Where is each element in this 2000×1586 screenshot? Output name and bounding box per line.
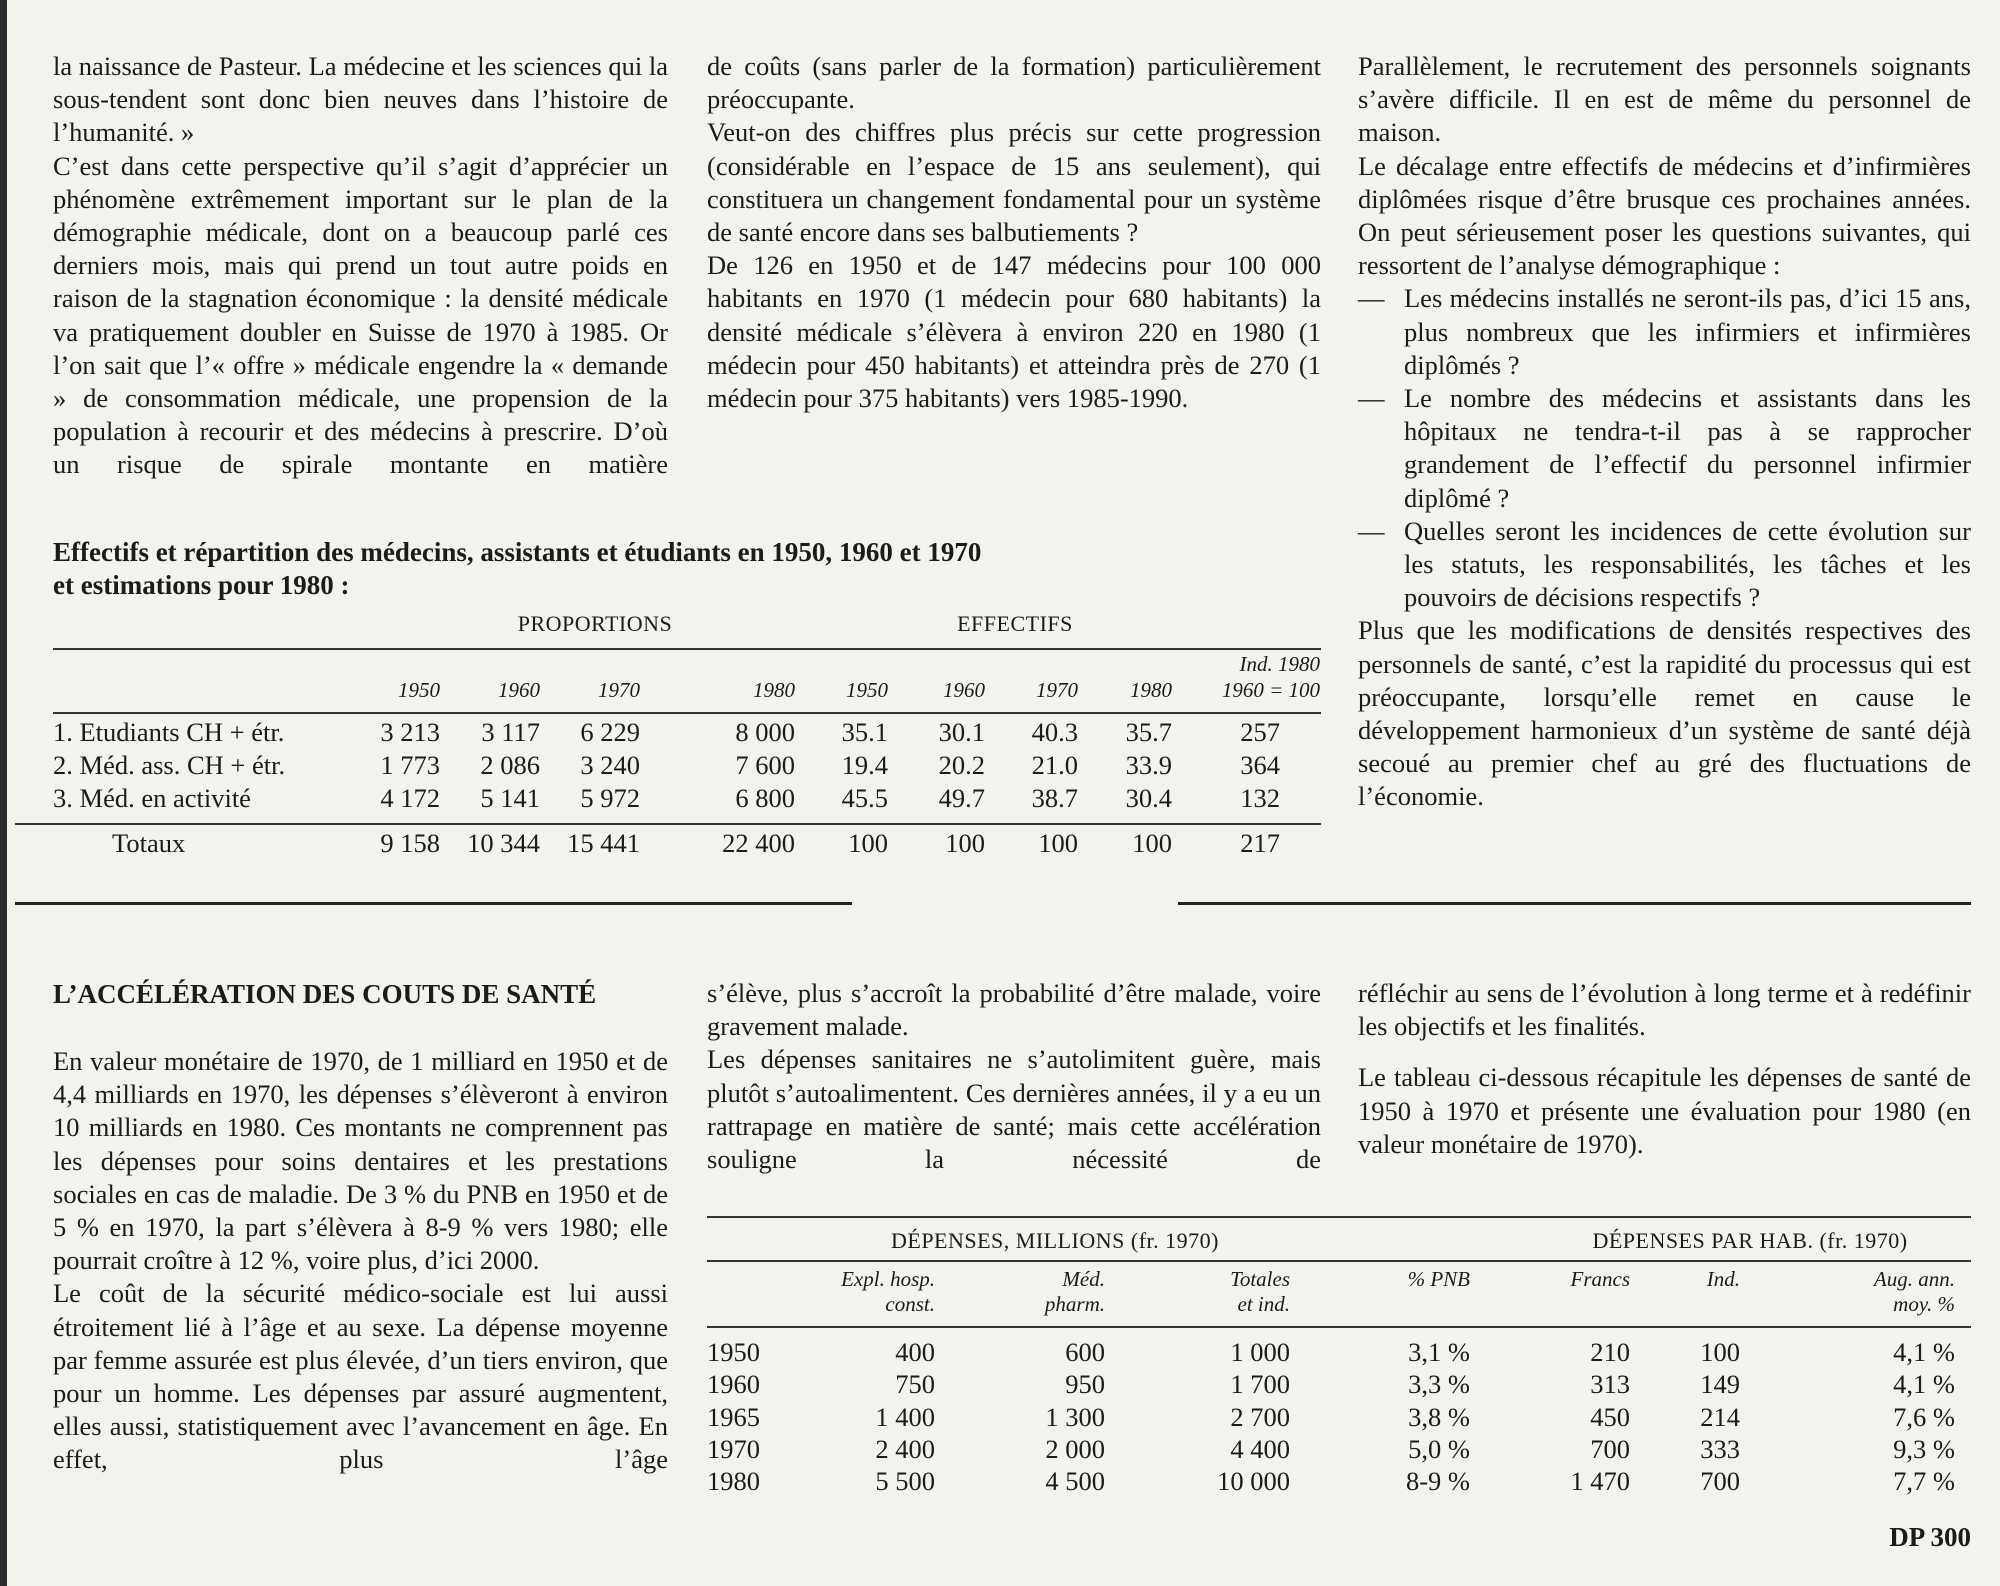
section-divider-left	[15, 902, 852, 905]
table1-index-header: 1960 = 100	[1221, 678, 1320, 702]
table2-cell: 313	[1590, 1369, 1630, 1400]
paragraph: la naissance de Pasteur. La médecine et les sciences qui la sous-tendent sont donc bien neuves dans l’histoire de l’humanité. »	[53, 51, 668, 148]
table2-cell: 9,3 %	[1893, 1433, 1955, 1464]
table1-cell: 7 600	[735, 750, 795, 780]
table1-cell: 45.5	[841, 783, 888, 813]
table2-cell: 4 400	[1230, 1433, 1290, 1464]
table1-cell: 35.7	[1125, 717, 1172, 747]
table2-cell: 4 500	[1045, 1466, 1105, 1497]
table2-cell: 3,3 %	[1408, 1369, 1470, 1400]
table2-cell: 3,1 %	[1408, 1337, 1470, 1367]
table2-column-header: Méd.	[1062, 1267, 1105, 1291]
table1-cell: 35.1	[841, 717, 888, 747]
table2-column-header: const.	[885, 1292, 935, 1316]
table1-cell: 20.2	[938, 750, 985, 780]
table1-title	[53, 536, 1153, 602]
paragraph: Le tableau ci-dessous récapitule les dépenses de santé de 1950 à 1970 et présente une évaluation pour 1980 (en valeur monétaire de 1970).	[1358, 1062, 1971, 1159]
table1-cell: 132	[1240, 783, 1280, 813]
table2-cell: 100	[1700, 1337, 1740, 1367]
table1-cell: 30.4	[1125, 783, 1172, 813]
table2-column-header: pharm.	[1044, 1292, 1105, 1316]
table2-cell: 600	[1065, 1337, 1105, 1367]
table2-cell: 4,1 %	[1893, 1337, 1955, 1367]
bottom-column-2	[707, 977, 1321, 1176]
table1-cell: 9 158	[380, 828, 440, 858]
table2-cell: 333	[1700, 1433, 1740, 1464]
table1-cell: 22 400	[722, 828, 795, 858]
table2-column-header: Expl. hosp.	[841, 1267, 935, 1291]
table2-cell: 1 400	[875, 1401, 935, 1432]
scan-edge	[0, 0, 7, 1586]
table2-column-header: Totales	[1230, 1267, 1290, 1291]
table2-year: 1960	[707, 1369, 760, 1400]
top-column-2	[707, 50, 1321, 415]
table2-cell: 5,0 %	[1408, 1433, 1470, 1464]
table1-cell: 100	[848, 828, 888, 858]
table2-cell: 5 500	[875, 1466, 935, 1497]
table2-year: 1950	[707, 1337, 760, 1367]
question-item: — Les médecins installés ne seront-ils pas, d’ici 15 ans, plus nombreux que les infirmiers et infirmières diplômés ?	[1358, 282, 1971, 382]
table2-cell: 214	[1700, 1401, 1740, 1432]
table1-cell: 217	[1240, 828, 1280, 858]
paragraph: C’est dans cette perspective qu’il s’agit d’apprécier un phénomène extrêmement important sur le plan de la démographie médicale, dont on a beaucoup parlé ces derniers mois, mais qui prend un tout autre poids en raison de la stagnation économique : la densité médicale va pratiquement doubler en Suisse de 1970 à 1985. Or l’on sait que l’« offre » médicale engendre la « demande » de consommation médicale, une propension de la population à recourir et des médecins à prescrire. D’où un risque de spirale montante en matière	[53, 150, 668, 480]
table2-cell: 210	[1590, 1337, 1630, 1367]
table1-year-header: 1980	[753, 678, 795, 702]
table1-cell: 8 000	[735, 717, 795, 747]
table1-year-header: 1950	[846, 678, 888, 702]
table2-cell: 2 000	[1045, 1433, 1105, 1464]
table1-cell: 15 441	[567, 828, 640, 858]
table2-column-header: moy. %	[1893, 1292, 1955, 1316]
table1-cell: 4 172	[380, 783, 440, 813]
table2-cell: 10 000	[1217, 1466, 1290, 1497]
table2-cell: 450	[1590, 1401, 1630, 1432]
paragraph: Plus que les modifications de densités respectives des personnels de santé, c’est la rapidité du processus qui est préoccupante, lorsqu’elle remet en cause le développement harmonieux d’un système de santé déjà secoué au premier chef au gré des fluctuations de l’économie.	[1358, 615, 1971, 812]
table1-cell: 3 117	[481, 717, 540, 747]
table2-column-header: Ind.	[1706, 1267, 1740, 1291]
table2-year: 1980	[707, 1466, 760, 1497]
table2-cell: 7,7 %	[1893, 1466, 1955, 1497]
table2-cell: 1 470	[1570, 1466, 1630, 1497]
paragraph: Parallèlement, le recrutement des personnels soignants s’avère difficile. Il en est de même du personnel de maison.	[1358, 51, 1971, 148]
table1-year-header: 1960	[498, 678, 540, 702]
bottom-column-3	[1358, 977, 1971, 1161]
table1-cell: 100	[1132, 828, 1172, 858]
table2-cell: 8-9 %	[1405, 1466, 1470, 1497]
table1-header-rule	[53, 712, 1321, 714]
paragraph: réfléchir au sens de l’évolution à long terme et à redéfinir les objectifs et les finalités.	[1358, 978, 1971, 1042]
table1-cell: 10 344	[467, 828, 540, 858]
table1-cell: 30.1	[938, 717, 985, 747]
question-item: — Quelles seront les incidences de cette évolution sur les statuts, les responsabilités, les tâches et les pouvoirs de décisions respectifs ?	[1358, 515, 1971, 615]
table1-cell: 21.0	[1031, 750, 1078, 780]
table1-title-line2: et estimations pour 1980 :	[53, 570, 350, 600]
table2-cell: 1 700	[1230, 1369, 1290, 1400]
table1-cell: 33.9	[1125, 750, 1172, 780]
table1-total-rule	[15, 823, 1321, 825]
table1-cell: 364	[1240, 750, 1280, 780]
table1-cell: 5 141	[480, 783, 540, 813]
table2-group-spending: DÉPENSES, MILLIONS (fr. 1970)	[891, 1228, 1219, 1253]
table1-group-proportions: PROPORTIONS	[517, 611, 673, 636]
table2-column-header: et ind.	[1237, 1292, 1290, 1316]
table2-cell: 2 400	[875, 1433, 935, 1464]
table1-year-header: 1970	[1036, 678, 1078, 702]
table1-cell: 100	[1038, 828, 1078, 858]
table1-cell: 49.7	[938, 783, 985, 813]
table2-cell: 400	[895, 1337, 935, 1367]
table2-cell: 1 300	[1045, 1401, 1105, 1432]
table1-cell: 6 229	[580, 717, 640, 747]
table2-cell: 950	[1065, 1369, 1105, 1400]
table2-cell: 2 700	[1230, 1401, 1290, 1432]
paragraph: En valeur monétaire de 1970, de 1 milliard en 1950 et de 4,4 milliards en 1970, les dépenses s’élèveront à environ 10 milliards en 1980. Ces montants ne comprennent pas les dépenses pour soins dentaires et les prestations sociales en cas de maladie. De 3 % du PNB en 1950 et de 5 % en 1970, la part s’élèvera à 8-9 % vers 1980; elle pourrait croître à 12 %, voire plus, d’ici 2000.	[53, 1046, 668, 1276]
table1-year-header: 1970	[598, 678, 640, 702]
table1-title-line1: Effectifs et répartition des médecins, assistants et étudiants en 1950, 1960 et 1970	[53, 537, 982, 567]
top-column-1	[53, 50, 668, 482]
table2-cell: 4,1 %	[1893, 1369, 1955, 1400]
costs-section-heading: L’ACCÉLÉRATION DES COUTS DE SANTÉ	[53, 979, 597, 1009]
table1-row-label: Totaux	[112, 828, 186, 858]
section-divider-right	[1178, 902, 1971, 905]
table2-cell: 1 000	[1230, 1337, 1290, 1367]
paragraph: Le coût de la sécurité médico-sociale est lui aussi étroitement lié à l’âge et au sexe. La dépense moyenne par femme assurée est plus élevée, d’un tiers environ, que pour un homme. Les dépenses par assuré augmentent, elles aussi, statistiquement avec l’avancement en âge. En effet, plus l’âge	[53, 1278, 668, 1475]
table1-cell: 257	[1240, 717, 1280, 747]
table2-cell: 700	[1700, 1466, 1740, 1497]
table1-row-label: 2. Méd. ass. CH + étr.	[53, 750, 286, 780]
table2-column-header: % PNB	[1407, 1267, 1470, 1291]
table2-column-header: Aug. ann.	[1873, 1267, 1955, 1291]
table2-cell: 149	[1700, 1369, 1740, 1400]
table1-cell: 40.3	[1031, 717, 1078, 747]
table1-row-label: 3. Méd. en activité	[53, 783, 251, 813]
table1-cell: 6 800	[735, 783, 795, 813]
paragraph: Les dépenses sanitaires ne s’autolimitent guère, mais plutôt s’autoalimentent. Ces dernières années, il y a eu un rattrapage en matière de santé; mais cette accélération souligne la nécessité de	[707, 1044, 1321, 1175]
paragraph: Veut-on des chiffres plus précis sur cette progression (considérable en l’espace de 15 ans seulement), qui constituera un changement fondamental pour un système de santé encore dans ses balbutiements ?	[707, 117, 1321, 248]
question-item: — Le nombre des médecins et assistants dans les hôpitaux ne tendra-t-il pas à se rapprocher grandement de l’effectif du personnel infirmier diplômé ?	[1358, 382, 1971, 515]
table1-cell: 100	[945, 828, 985, 858]
paragraph: de coûts (sans parler de la formation) particulièrement préoccupante.	[707, 51, 1321, 115]
paragraph: s’élève, plus s’accroît la probabilité d’être malade, voire gravement malade.	[707, 978, 1321, 1042]
table1-cell: 2 086	[480, 750, 540, 780]
table1-top-rule	[53, 648, 1321, 650]
page-label: DP 300	[1889, 1522, 1971, 1552]
paragraph: De 126 en 1950 et de 147 médecins pour 100 000 habitants en 1970 (1 médecin pour 680 habitants) la densité médicale s’élèvera à environ 220 en 1980 (1 médecin pour 450 habitants) et atteindra près de 270 (1 médecin pour 375 habitants) vers 1985-1990.	[707, 250, 1321, 414]
table2-year: 1965	[707, 1401, 760, 1432]
table1-cell: 3 240	[580, 750, 640, 780]
table1-index-header: Ind. 1980	[1239, 652, 1320, 676]
paragraph: Le décalage entre effectifs de médecins et d’infirmières diplômées risque d’être brusque ces prochaines années. On peut sérieusement poser les questions suivantes, qui ressortent de l’analyse démographique :	[1358, 150, 1971, 281]
table1-cell: 5 972	[580, 783, 640, 813]
table2-cell: 700	[1590, 1433, 1630, 1464]
table2-cell: 750	[895, 1369, 935, 1400]
table1-group-effectifs: EFFECTIFS	[957, 611, 1073, 636]
table1-year-header: 1980	[1130, 678, 1172, 702]
table2-cell: 7,6 %	[1893, 1401, 1955, 1432]
table2-header-rule	[707, 1326, 1971, 1328]
table2-top-rule	[707, 1216, 1971, 1218]
table2-group-rule	[707, 1260, 1971, 1262]
table1-year-header: 1960	[943, 678, 985, 702]
table1-year-header: 1950	[398, 678, 440, 702]
table2-column-header: Francs	[1570, 1267, 1630, 1291]
table2-cell: 3,8 %	[1408, 1401, 1470, 1432]
table1-row-label: 1. Etudiants CH + étr.	[53, 717, 285, 747]
table1-cell: 1 773	[380, 750, 440, 780]
table1-cell: 3 213	[380, 717, 440, 747]
table2-year: 1970	[707, 1433, 760, 1464]
table1-cell: 38.7	[1031, 783, 1078, 813]
table1-cell: 19.4	[841, 750, 888, 780]
bottom-column-1	[53, 1045, 668, 1477]
table2-group-per-capita: DÉPENSES PAR HAB. (fr. 1970)	[1592, 1228, 1908, 1253]
top-column-3	[1358, 50, 1971, 814]
